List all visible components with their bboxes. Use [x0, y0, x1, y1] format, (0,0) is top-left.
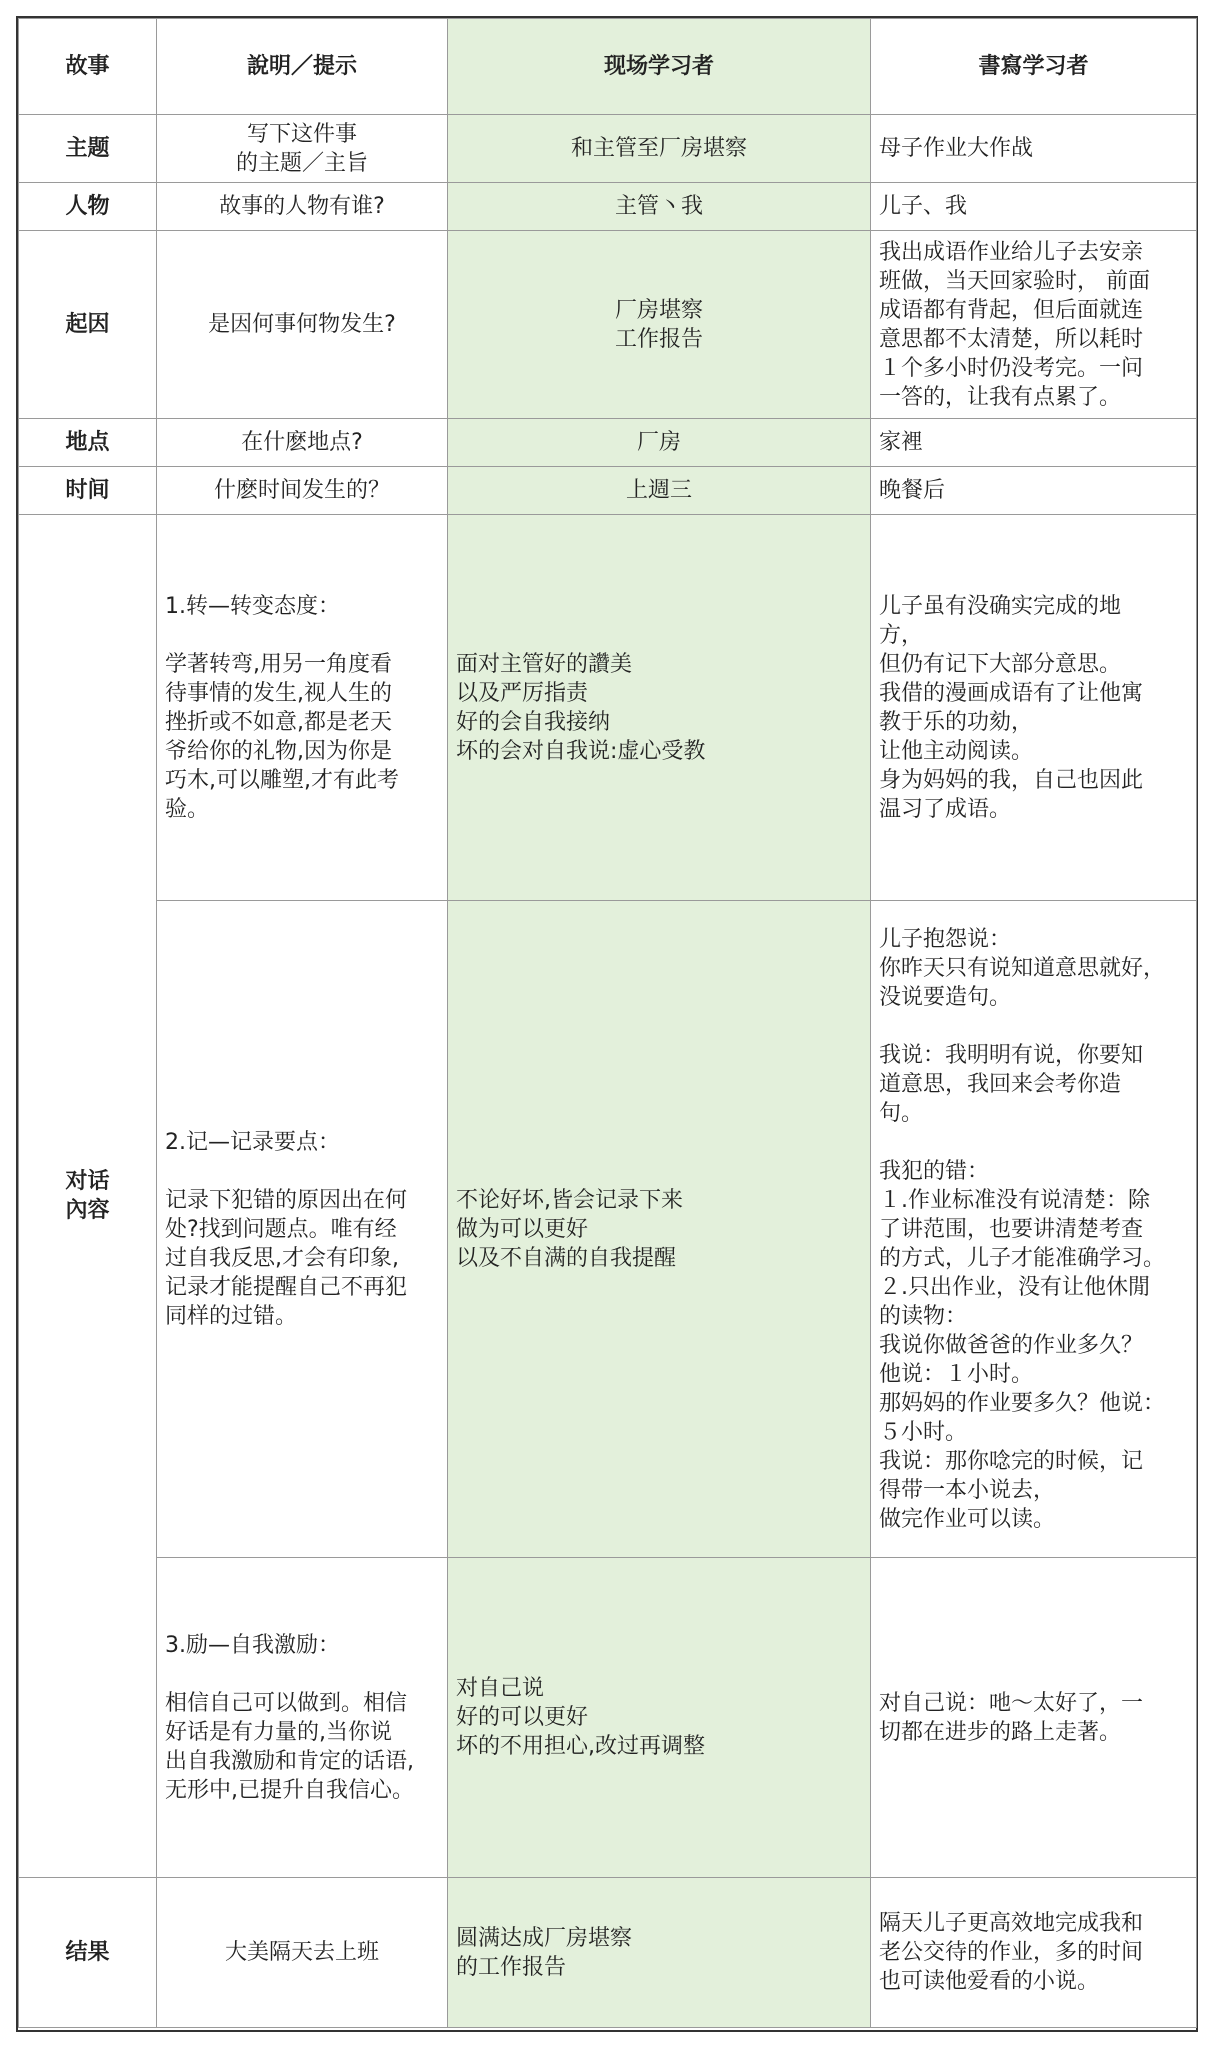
people-writing: 儿子、我 — [871, 183, 1197, 231]
dialogue-3-writing: 对自己说：吔～太好了，一 切都在进步的路上走著。 — [871, 1558, 1197, 1878]
people-label: 人物 — [19, 183, 157, 231]
place-label: 地点 — [19, 419, 157, 467]
people-hint: 故事的人物有谁? — [157, 183, 448, 231]
story-table — [18, 18, 1197, 2028]
cause-row — [19, 231, 1197, 419]
cause-onsite: 厂房堪察 工作报告 — [448, 231, 871, 419]
cause-label: 起因 — [19, 231, 157, 419]
result-onsite: 圆满达成厂房堪察 的工作报告 — [448, 1878, 871, 2028]
people-onsite: 主管丶我 — [448, 183, 871, 231]
header-row — [19, 19, 1197, 115]
dialogue-3-onsite: 对自己说 好的可以更好 坏的不用担心,改过再调整 — [448, 1558, 871, 1878]
result-row — [19, 1878, 1197, 2028]
story-worksheet — [16, 16, 1198, 2032]
result-hint: 大美隔天去上班 — [157, 1878, 448, 2028]
dialogue-row-3 — [19, 1558, 1197, 1878]
place-hint: 在什麽地点? — [157, 419, 448, 467]
dialogue-2-onsite: 不论好坏,皆会记录下来 做为可以更好 以及不自满的自我提醒 — [448, 901, 871, 1558]
time-onsite: 上週三 — [448, 467, 871, 515]
time-writing: 晚餐后 — [871, 467, 1197, 515]
time-label: 时间 — [19, 467, 157, 515]
header-story: 故事 — [19, 19, 157, 115]
topic-row — [19, 115, 1197, 183]
dialogue-1-writing: 儿子虽有没确实完成的地 方， 但仍有记下大部分意思。 我借的漫画成语有了让他寓 教于乐的功劾， 让他主动阅读。 身为妈妈的我，自己也因此 温习了成语。 — [871, 515, 1197, 901]
place-onsite: 厂房 — [448, 419, 871, 467]
result-label: 结果 — [19, 1878, 157, 2028]
dialogue-1-hint: 1.转—转变态度： 学著转弯,用另一角度看 待事情的发生,视人生的 挫折或不如意,都是老天 爷给你的礼物,因为你是 巧木,可以雕塑,才有此考 验。 — [157, 515, 448, 901]
cause-writing: 我出成语作业给儿子去安亲 班做，当天回家验时， 前面 成语都有背起，但后面就连 意思都不太清楚，所以耗时 １个多小时仍没考完。一问 一答的，让我有点累了。 — [871, 231, 1197, 419]
header-hint: 說明／提示 — [157, 19, 448, 115]
dialogue-2-hint: 2.记—记录要点： 记录下犯错的原因出在何 处?找到问题点。唯有经 过自我反思,才会有印象, 记录才能提醒自己不再犯 同样的过错。 — [157, 901, 448, 1558]
people-row — [19, 183, 1197, 231]
time-hint: 什麽时间发生的？ — [157, 467, 448, 515]
place-writing: 家裡 — [871, 419, 1197, 467]
topic-label: 主题 — [19, 115, 157, 183]
header-onsite-learner: 现场学习者 — [448, 19, 871, 115]
dialogue-2-writing: 儿子抱怨说： 你昨天只有说知道意思就好， 没说要造句。 我说：我明明有说，你要知 道意思，我回来会考你造 句。 我犯的错： １.作业标准没有说清楚：除 了讲范围，也要讲清楚考查 的方式，儿子才能准确学习。 ２.只出作业，没有让他休閒 的读物： 我说你做爸爸的作业多久？ 他说：１小时。 那妈妈的作业要多久？他说： ５小时。 我说：那你唸完的时候，记 得带一本小说去， 做完作业可以读。 — [871, 901, 1197, 1558]
cause-hint: 是因何事何物发生? — [157, 231, 448, 419]
dialogue-1-onsite: 面对主管好的讚美 以及严厉指责 好的会自我接纳 坏的会对自我说:虚心受教 — [448, 515, 871, 901]
result-writing: 隔天儿子更高效地完成我和 老公交待的作业，多的时间 也可读他爱看的小说。 — [871, 1878, 1197, 2028]
topic-hint: 写下这件事 的主题／主旨 — [157, 115, 448, 183]
dialogue-3-hint: 3.励—自我激励： 相信自己可以做到。相信 好话是有力量的,当你说 出自我激励和肯定的话语, 无形中,已提升自我信心。 — [157, 1558, 448, 1878]
place-row — [19, 419, 1197, 467]
dialogue-row-2 — [19, 901, 1197, 1558]
topic-onsite: 和主管至厂房堪察 — [448, 115, 871, 183]
time-row — [19, 467, 1197, 515]
dialogue-label: 对话 內容 — [19, 515, 157, 1878]
header-writing-learner: 書寫学习者 — [871, 19, 1197, 115]
topic-writing: 母子作业大作战 — [871, 115, 1197, 183]
dialogue-row-1 — [19, 515, 1197, 901]
